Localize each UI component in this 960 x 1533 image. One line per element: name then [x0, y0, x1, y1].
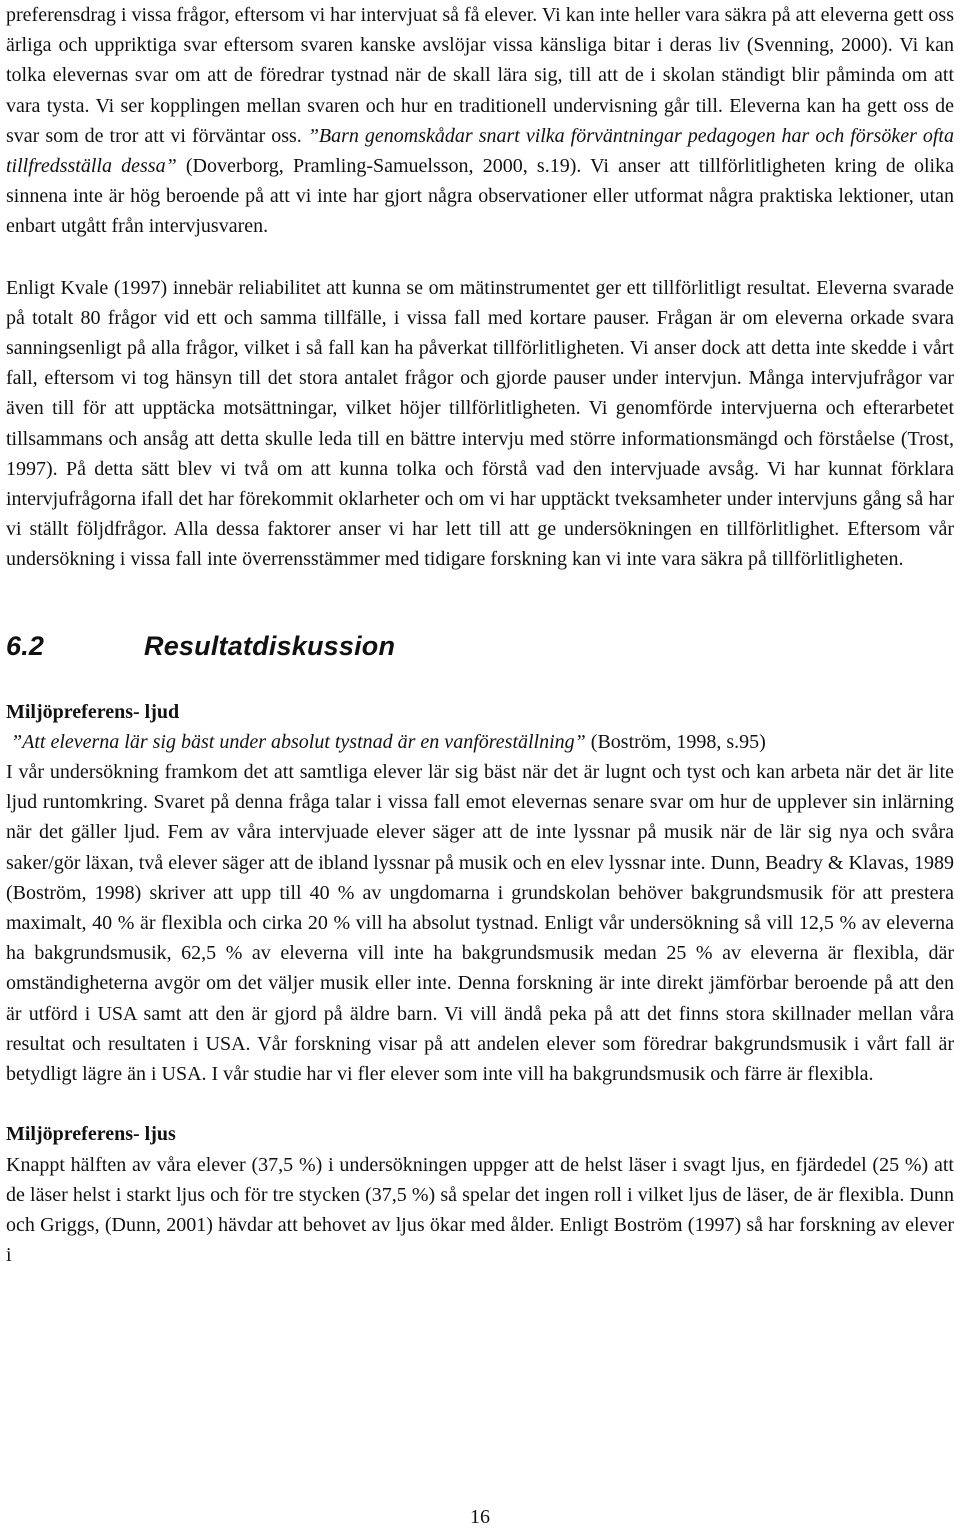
section-heading: [6, 630, 954, 662]
quote-text: ”Att eleverna lär sig bäst under absolut tystnad är en vanföreställning”: [11, 730, 586, 753]
paragraph-sound: I vår undersökning framkom det att samtliga elever lär sig bäst när det är lugnt och tyst och kan arbeta när det är lite ljud runtomkring. Svaret på denna fråga talar i vissa fall emot elevernas senare svar om hur de upplever sin inlärning när det gäller ljud. Fem av våra intervjuade elever säger att de inte lyssnar på musik när de lär sig nya och svåra saker/gör läxan, två elever säger att de ibland lyssnar på musik och en elev lyssnar inte. Dunn, Beadry & Klavas, 1989 (Boström, 1998) skriver att upp till 40 % av ungdomarna i grundskolan behöver bakgrundsmusik för att prestera maximalt, 40 % är flexibla och cirka 20 % vill ha absolut tystnad. Enligt vår undersökning så vill 12,5 % av eleverna ha bakgrundsmusik, 62,5 % av eleverna vill inte ha bakgrundsmusik medan 25 % av eleverna är flexibla, där omständigheterna avgör om det väljer musik eller inte. Denna forskning är inte direkt jämförbar beroende på att den är utförd i USA samt att den är gjord på äldre barn. Vi vill ändå peka på att det finns stora skillnader mellan våra resultat och resultaten i USA. Vår forskning visar på att andelen elever som föredrar bakgrundsmusik i vårt fall är betydligt lägre än i USA. I vår studie har vi fler elever som inte vill ha bakgrundsmusik och färre är flexibla.: [6, 761, 954, 1086]
paragraph-light: Knappt hälften av våra elever (37,5 %) i undersökningen uppger att de helst läser i svagt ljus, en fjärdedel (25 %) att de läser helst i starkt ljus och för tre stycken (37,5 %) så spelar det ingen roll i vilket ljus de läser, de är flexibla. Dunn och Griggs, (Dunn, 2001) hävdar att behovet av ljus ökar med ålder. Enligt Boström (1997) så har forskning av elever i: [6, 1153, 954, 1267]
subheading-sound: Miljöpreferens- ljud: [6, 700, 180, 723]
quote-text: ”Barn genomskådar snart vilka förväntningar pedagogen har och försöker ofta tillfredsställa dessa”: [6, 124, 954, 178]
subheading-light: Miljöpreferens- ljus: [6, 1123, 176, 1146]
section-title: Resultatdiskussion: [144, 630, 396, 661]
paragraph-text: preferensdrag i vissa frågor, eftersom vi har intervjuat så få elever. Vi kan inte heller vara säkra på att eleverna gett oss ärliga och uppriktiga svar eftersom svaren kanske avslöjar vissa känsliga bitar i deras liv (Svenning, 2000). Vi kan tolka elevernas svar om att de föredrar tystnad när de skall lära sig, till att de i skolan ständigt blir påminda om att vara tysta. Vi ser kopplingen mellan svaren och hur en traditionell undervisning går till. Eleverna kan ha gett oss de svar som de tror att vi förväntar oss.: [6, 4, 954, 147]
page-number: 16: [470, 1506, 490, 1528]
paragraph-reliability-1: [6, 0, 954, 242]
quote-line: [6, 727, 954, 757]
quote-reference: (Boström, 1998, s.95): [585, 730, 766, 753]
paragraph-reliability-2: Enligt Kvale (1997) innebär reliabilitet att kunna se om mätinstrumentet ger ett tillförlitligt resultat. Eleverna svarade på totalt 80 frågor vid ett och samma tillfälle, i vissa fall med kortare pauser. Frågan är om eleverna orkade svara sanningsenligt på alla frågor, vilket i så fall kan ha påverkat tillförlitligheten. Vi anser dock att detta inte skedde i vårt fall, eftersom vi tog hänsyn till det stora antalet frågor och gjorde pauser under intervjun. Många intervjufrågor var även till för att upptäcka motsättningar, vilket höjer tillförlitligheten. Vi genomförde intervjuerna och efterarbetet tillsammans och ansåg att detta skulle leda till en bättre intervju med större informationsmängd och förståelse (Trost, 1997). På detta sätt blev vi två om att kunna tolka och förstå vad den intervjuade avsåg. Vi har kunnat förklara intervjufrågorna ifall det har förekommit oklarheter och om vi har upptäckt tveksamheter under intervjuns gång så har vi ställt följdfrågor. Alla dessa faktorer anser vi har lett till att ge undersökningen en tillförlitlighet. Eftersom vår undersökning i vissa fall inte överrensstämmer med tidigare forskning kan vi inte vara säkra på tillförlitligheten.: [6, 276, 954, 571]
document-page: [6, 0, 954, 1270]
paragraph-text: (Doverborg, Pramling-Samuelsson, 2000, s.19). Vi anser att tillförlitligheten kring de olika sinnena inte är hög beroende på att vi inte har gjort några observationer eller utformat några praktiska lektioner, utan enbart utgått från intervjusvaren.: [6, 155, 954, 238]
section-number: 6.2: [6, 630, 45, 661]
